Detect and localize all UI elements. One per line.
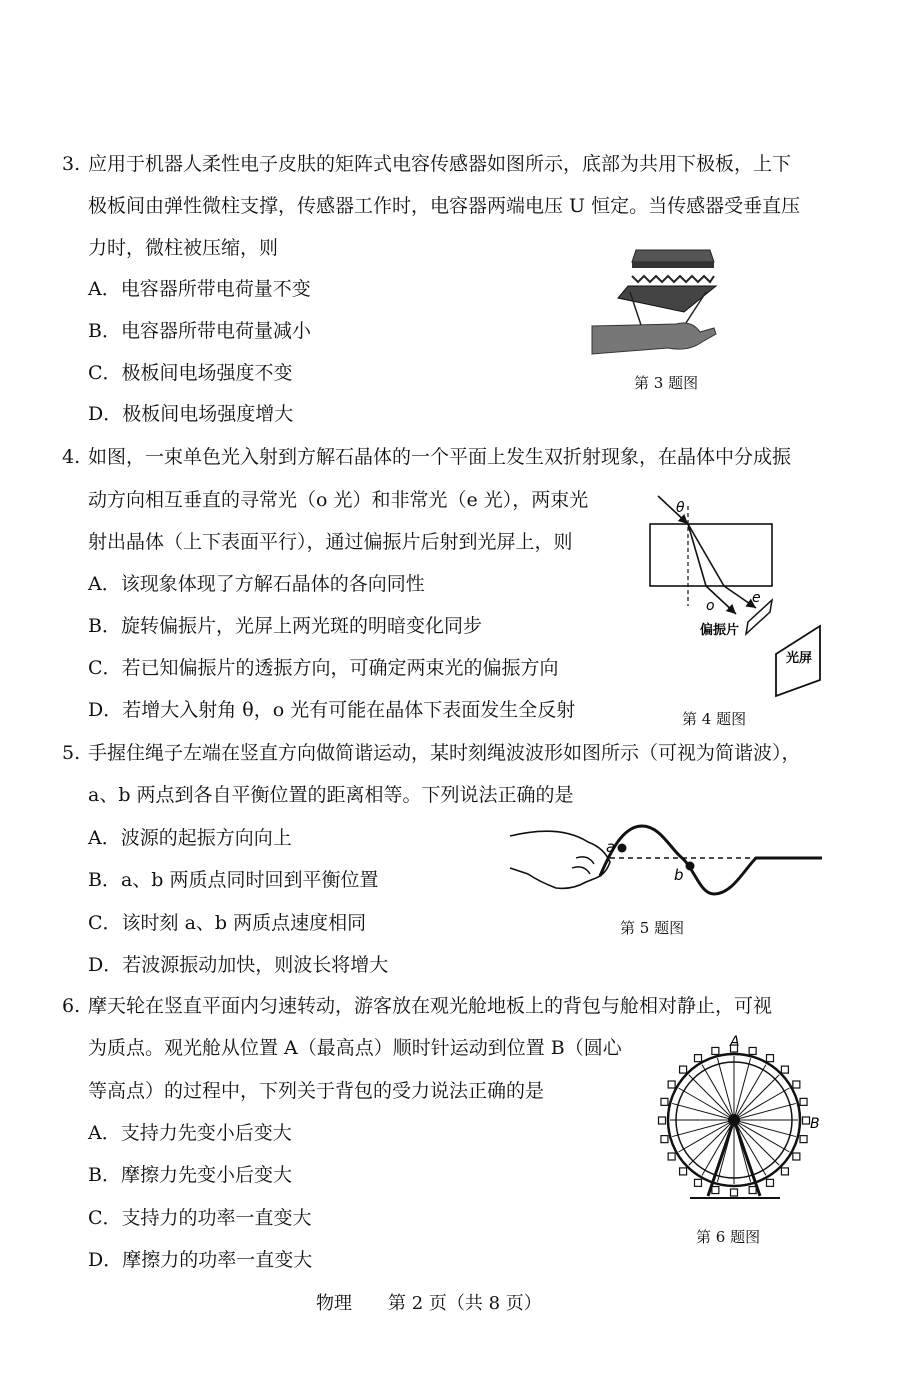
screen-label: 光屏 (786, 651, 813, 666)
o-ray-label: o (706, 598, 715, 614)
point-B-label: B (810, 1116, 820, 1132)
question-6-option-a: A．支持力先变小后变大 (88, 1122, 292, 1144)
question-3-option-a: A．电容器所带电荷量不变 (88, 278, 311, 300)
question-4-number: 4. (62, 446, 81, 468)
question-4-option-c: C．若已知偏振片的透振方向，可确定两束光的偏振方向 (88, 657, 559, 679)
question-4-figure (640, 488, 840, 708)
question-5-figure (500, 818, 824, 908)
question-5-option-a: A．波源的起振方向向上 (88, 827, 292, 849)
polarizer-label: 偏振片 (700, 623, 740, 638)
point-b-label: b (674, 866, 684, 884)
point-a-marker (618, 844, 627, 853)
question-3-figure (588, 242, 728, 364)
question-3-option-d: D．极板间电场强度增大 (88, 403, 294, 425)
question-4-stem-line-1: 如图，一束单色光入射到方解石晶体的一个平面上发生双折射现象，在晶体中分成振 (88, 446, 792, 468)
question-6-option-d: D．摩擦力的功率一直变大 (88, 1249, 313, 1271)
theta-label: θ (676, 500, 685, 516)
question-3-stem-line-1: 应用于机器人柔性电子皮肤的矩阵式电容传感器如图所示，底部为共用下极板，上下 (88, 153, 792, 175)
question-4-option-a: A．该现象体现了方解石晶体的各向同性 (88, 573, 425, 595)
question-6-number: 6. (62, 995, 81, 1017)
e-ray-label: e (752, 590, 761, 606)
question-3-figure-caption: 第 3 题图 (634, 374, 699, 392)
question-6-figure (660, 1036, 830, 1208)
question-6-stem-line-3: 等高点）的过程中，下列关于背包的受力说法正确的是 (88, 1080, 545, 1102)
question-6-option-b: B．摩擦力先变小后变大 (88, 1164, 292, 1186)
question-4-stem-line-2: 动方向相互垂直的寻常光（o 光）和非常光（e 光），两束光 (88, 489, 589, 511)
question-3-stem-line-2: 极板间由弹性微柱支撑，传感器工作时，电容器两端电压 U 恒定。当传感器受垂直压 (88, 195, 801, 217)
point-b-marker (686, 862, 695, 871)
point-a-label: a (606, 838, 616, 856)
question-3-stem-line-3: 力时，微柱被压缩，则 (88, 237, 279, 259)
question-5-option-d: D．若波源振动加快，则波长将增大 (88, 954, 389, 976)
question-5-stem-line-1: 手握住绳子左端在竖直方向做简谐运动，某时刻绳波波形如图所示（可视为简谐波）， (88, 742, 801, 764)
question-4-figure-caption: 第 4 题图 (682, 710, 747, 728)
question-4-option-d: D．若增大入射角 θ，o 光有可能在晶体下表面发生全反射 (88, 699, 576, 721)
question-6-figure-caption: 第 6 题图 (696, 1228, 761, 1246)
question-5-stem-line-2: a、b 两点到各自平衡位置的距离相等。下列说法正确的是 (88, 784, 574, 806)
question-4-option-b: B．旋转偏振片，光屏上两光斑的明暗变化同步 (88, 615, 482, 637)
question-3-option-b: B．电容器所带电荷量减小 (88, 320, 311, 342)
page-footer: 物理 第 2 页（共 8 页） (316, 1293, 542, 1314)
question-5-option-c: C．该时刻 a、b 两质点速度相同 (88, 912, 367, 934)
question-4-stem-line-3: 射出晶体（上下表面平行），通过偏振片后射到光屏上，则 (88, 531, 573, 553)
question-5-figure-caption: 第 5 题图 (620, 919, 685, 937)
question-6-option-c: C．支持力的功率一直变大 (88, 1207, 312, 1229)
question-6-stem-line-1: 摩天轮在竖直平面内匀速转动，游客放在观光舱地板上的背包与舱相对静止，可视 (88, 995, 773, 1017)
question-5-number: 5. (62, 742, 81, 764)
question-5-option-b: B．a、b 两质点同时回到平衡位置 (88, 869, 379, 891)
question-6-stem-line-2: 为质点。观光舱从位置 A（最高点）顺时针运动到位置 B（圆心 (88, 1037, 622, 1059)
question-3-number: 3. (62, 153, 81, 175)
point-A-label: A (730, 1034, 740, 1050)
question-3-option-c: C．极板间电场强度不变 (88, 362, 293, 384)
